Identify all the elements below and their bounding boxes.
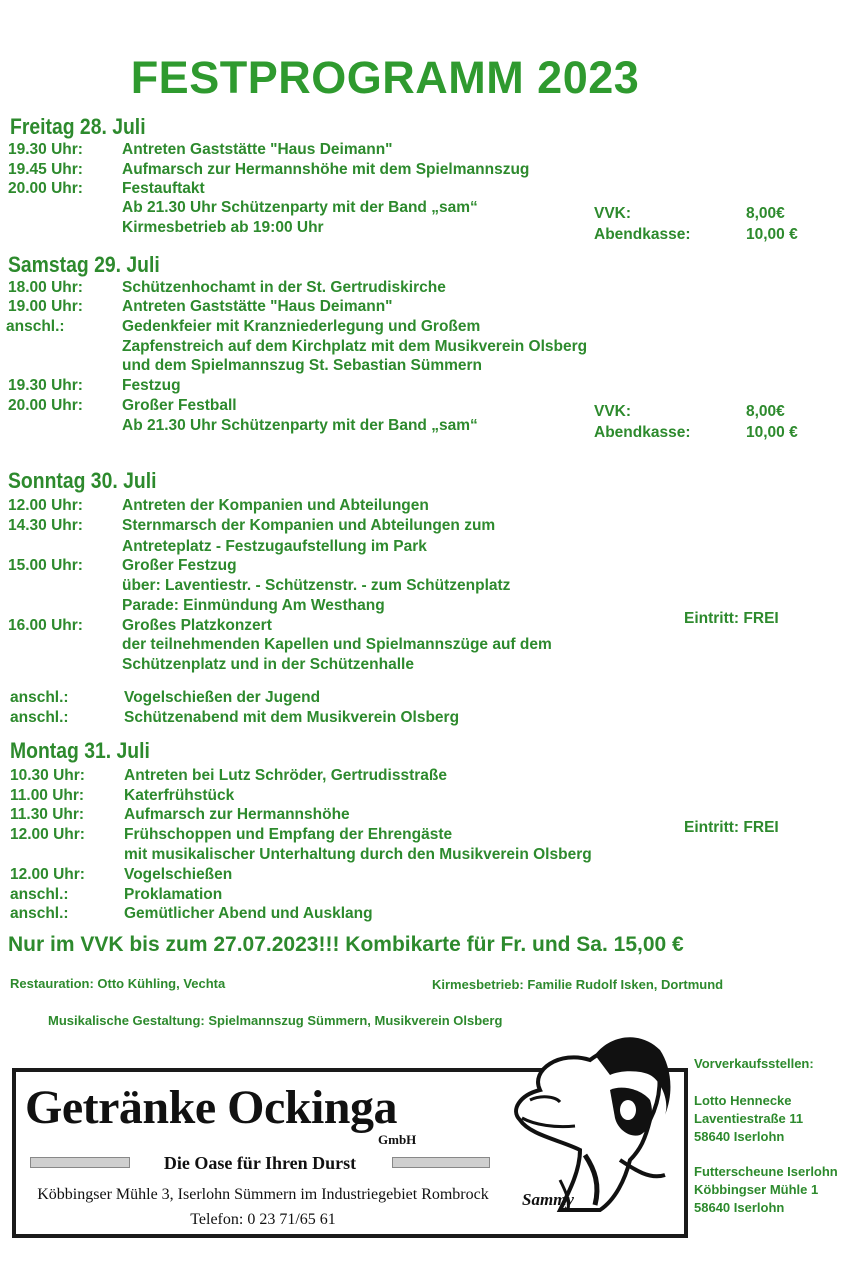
entry-free: Eintritt: FREI (684, 819, 779, 836)
price-value-abendkasse: 10,00 € (746, 226, 798, 243)
sponsor-phone: Telefon: 0 23 71/65 61 (190, 1211, 336, 1228)
music-credit: Musikalische Gestaltung: Spielmannszug Sümmern, Musikverein Olsberg (48, 1013, 503, 1028)
price-value-vvk: 8,00€ (746, 205, 785, 222)
sponsor-slogan: Die Oase für Ihren Durst (163, 1153, 357, 1173)
price-value-vvk: 8,00€ (746, 403, 785, 420)
day-heading-friday: Freitag 28. Juli (10, 114, 146, 139)
sponsor-name: Getränke Ockinga (25, 1081, 397, 1134)
logo-divider-right (392, 1157, 490, 1168)
price-label-vvk: VVK: (594, 205, 632, 222)
day-heading-monday: Montag 31. Juli (10, 738, 150, 763)
restauration-credit: Restauration: Otto Kühling, Vechta (10, 976, 226, 991)
vvk-store (694, 1092, 803, 1146)
vvk-heading: Vorverkaufsstellen: (694, 1056, 814, 1071)
sponsor-gmbh: GmbH (378, 1132, 417, 1147)
vvk-store-street: Köbbingser Mühle 1 (694, 1182, 819, 1197)
price-label-abendkasse: Abendkasse: (594, 424, 691, 441)
logo-divider-left (30, 1157, 130, 1168)
mascot-name: Sammy (522, 1190, 574, 1209)
price-label-abendkasse: Abendkasse: (594, 226, 691, 243)
vvk-store-name: Futterscheune Iserlohn (694, 1164, 838, 1179)
vvk-store (694, 1163, 838, 1217)
vvk-store-city: 58640 Iserlohn (694, 1129, 785, 1144)
page-title: FESTPROGRAMM 2023 (130, 52, 640, 103)
kirmes-credit: Kirmesbetrieb: Familie Rudolf Isken, Dortmund (432, 977, 724, 992)
entry-free: Eintritt: FREI (684, 610, 779, 627)
day-heading-sunday: Sonntag 30. Juli (8, 468, 157, 493)
price-label-vvk: VVK: (594, 403, 632, 420)
price-value-abendkasse: 10,00 € (746, 424, 798, 441)
combi-ticket-note: Nur im VVK bis zum 27.07.2023!!! Kombikarte für Fr. und Sa. 15,00 € (8, 933, 684, 956)
vvk-store-street: Laventiestraße 11 (694, 1111, 804, 1126)
vvk-store-name: Lotto Hennecke (694, 1093, 792, 1108)
vvk-store-city: 58640 Iserlohn (694, 1200, 785, 1215)
day-heading-saturday: Samstag 29. Juli (8, 252, 160, 277)
sponsor-address: Köbbingser Mühle 3, Iserlohn Sümmern im Industriegebiet Rombrock (37, 1186, 489, 1203)
